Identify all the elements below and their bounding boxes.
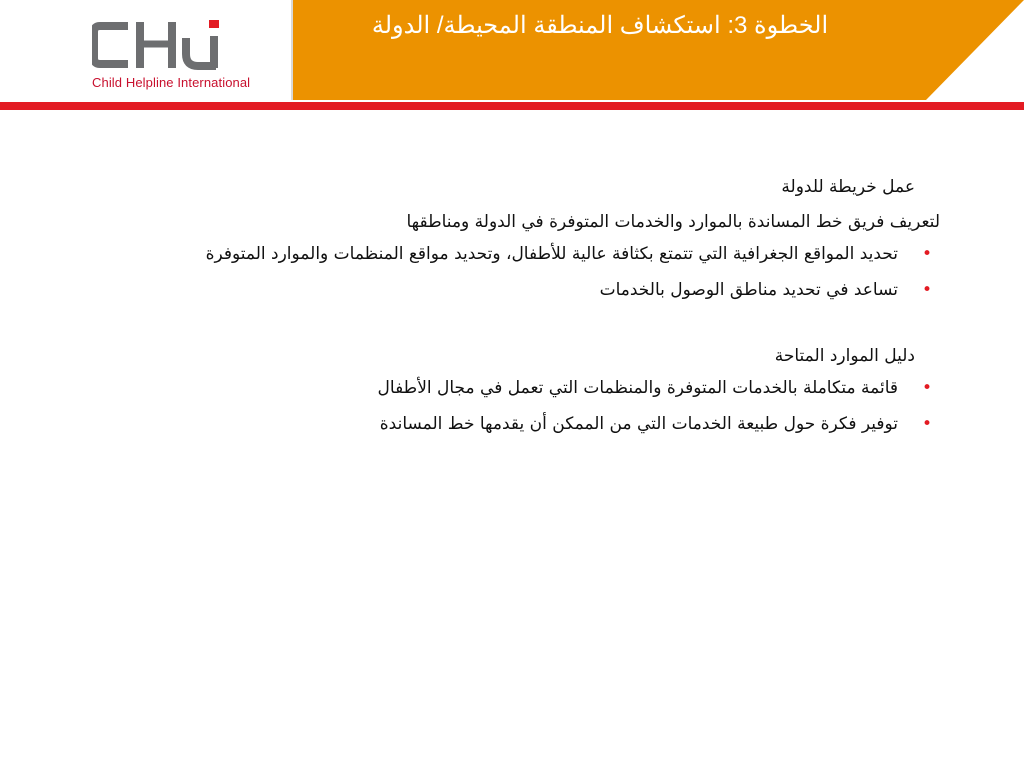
section-map-title: عمل خريطة للدولة (781, 177, 915, 197)
section-directory-bullets (80, 374, 940, 439)
list-item: • قائمة متكاملة بالخدمات المتوفرة والمنظمات التي تعمل في مجال الأطفال (80, 374, 940, 403)
list-item: • توفير فكرة حول طبيعة الخدمات التي من الممكن أن يقدمها خط المساندة (80, 410, 940, 439)
slide-title: الخطوة 3: استكشاف المنطقة المحيطة/ الدولة (371, 12, 829, 39)
chi-logo-mark (92, 20, 220, 70)
section-directory-title: دليل الموارد المتاحة (774, 346, 915, 366)
section-map-bullets (80, 240, 940, 305)
list-item: • تساعد في تحديد مناطق الوصول بالخدمات (80, 276, 940, 305)
header-divider (0, 102, 1024, 110)
section-map-purpose: لتعريف فريق خط المساندة بالموارد والخدمات المتوفرة في الدولة ومناطقها (406, 212, 940, 232)
logo (0, 0, 290, 100)
logo-text: Child Helpline International (92, 75, 251, 90)
list-item: • تحديد المواقع الجغرافية التي تتمتع بكثافة عالية للأطفال، وتحديد مواقع المنظمات والموارد المتوفرة (80, 240, 940, 269)
slide-content (80, 170, 940, 446)
